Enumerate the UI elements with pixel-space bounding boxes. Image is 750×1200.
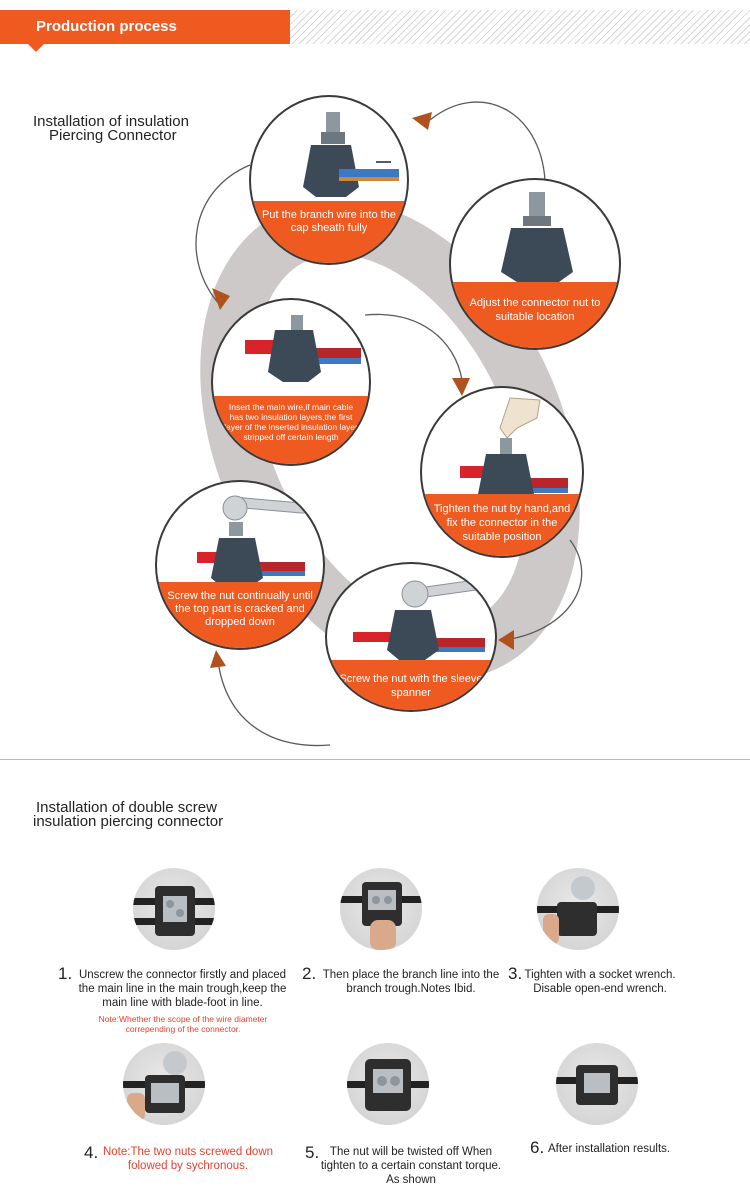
step-note-1: Note:Whether the scope of the wire diameter correpending of the connector. bbox=[98, 1014, 268, 1034]
step-photo-3 bbox=[537, 868, 619, 950]
section-divider bbox=[0, 759, 750, 760]
step-caption-2: Adjust the connector nut to suitable location bbox=[451, 282, 619, 348]
step-number-4: 4. bbox=[84, 1143, 99, 1162]
step-caption-3: Insert the main wire,if main cable has two insulation layers,the first layer of the inserted insulation layer stripped off certain length bbox=[213, 396, 369, 464]
section1-title-line1: Installation of insulation bbox=[33, 113, 189, 130]
arrowhead-5 bbox=[210, 650, 226, 668]
step-text-1: Unscrew the connector firstly and placed the main line in the main trough,keep the main line with blade-foot in line. bbox=[78, 969, 287, 1009]
step-number-1: 1. bbox=[58, 964, 73, 983]
step-text-3: Tighten with a socket wrench. Disable open-end wrench. bbox=[524, 969, 676, 995]
step-text-6: After installation results. bbox=[548, 1143, 671, 1155]
step-photo-2 bbox=[340, 868, 422, 950]
step-circle-1 bbox=[249, 95, 409, 265]
step-caption-6: Screw the nut with the sleeve spanner bbox=[327, 660, 495, 710]
arrowhead-1 bbox=[412, 112, 432, 130]
step-photo-5 bbox=[347, 1043, 429, 1125]
arrow-curve-5 bbox=[218, 660, 330, 746]
step-circle-2 bbox=[449, 178, 621, 350]
arrow-curve-3 bbox=[365, 314, 462, 380]
step-circle-6 bbox=[325, 562, 497, 712]
step-circle-4 bbox=[420, 386, 584, 558]
step-photo-4 bbox=[123, 1043, 205, 1125]
step-photo-6 bbox=[556, 1043, 638, 1125]
step-text-2: Then place the branch line into the branch trough.Notes Ibid. bbox=[322, 969, 500, 995]
section2-title-line2: insulation piercing connector bbox=[33, 813, 224, 830]
step-caption-4: Tighten the nut by hand,and fix the connector in the suitable position bbox=[422, 494, 582, 556]
section1-title-line2: Piercing Connector bbox=[49, 127, 177, 144]
section2-title-line1: Installation of double screw bbox=[36, 799, 217, 816]
header-title: Production process bbox=[36, 18, 177, 35]
arrow-curve-1 bbox=[430, 102, 545, 180]
step-number-3: 3. bbox=[508, 964, 523, 983]
step-caption-1: Put the branch wire into the cap sheath fully bbox=[251, 201, 407, 263]
step-caption-5: Screw the nut continually until the top part is cracked and dropped down bbox=[157, 582, 323, 648]
step-number-5: 5. bbox=[305, 1143, 320, 1162]
step-circle-5 bbox=[155, 480, 325, 650]
step-text-5: The nut will be twisted off When tighten to a certain constant torque. As shown bbox=[320, 1146, 502, 1186]
header-notch bbox=[28, 44, 44, 52]
step-photo-1 bbox=[133, 868, 215, 950]
step-circle-3 bbox=[211, 298, 371, 466]
step-text-4: Note:The two nuts screwed down folowed by sychronous. bbox=[102, 1146, 274, 1172]
step-number-2: 2. bbox=[302, 964, 317, 983]
step-number-6: 6. bbox=[530, 1138, 545, 1157]
